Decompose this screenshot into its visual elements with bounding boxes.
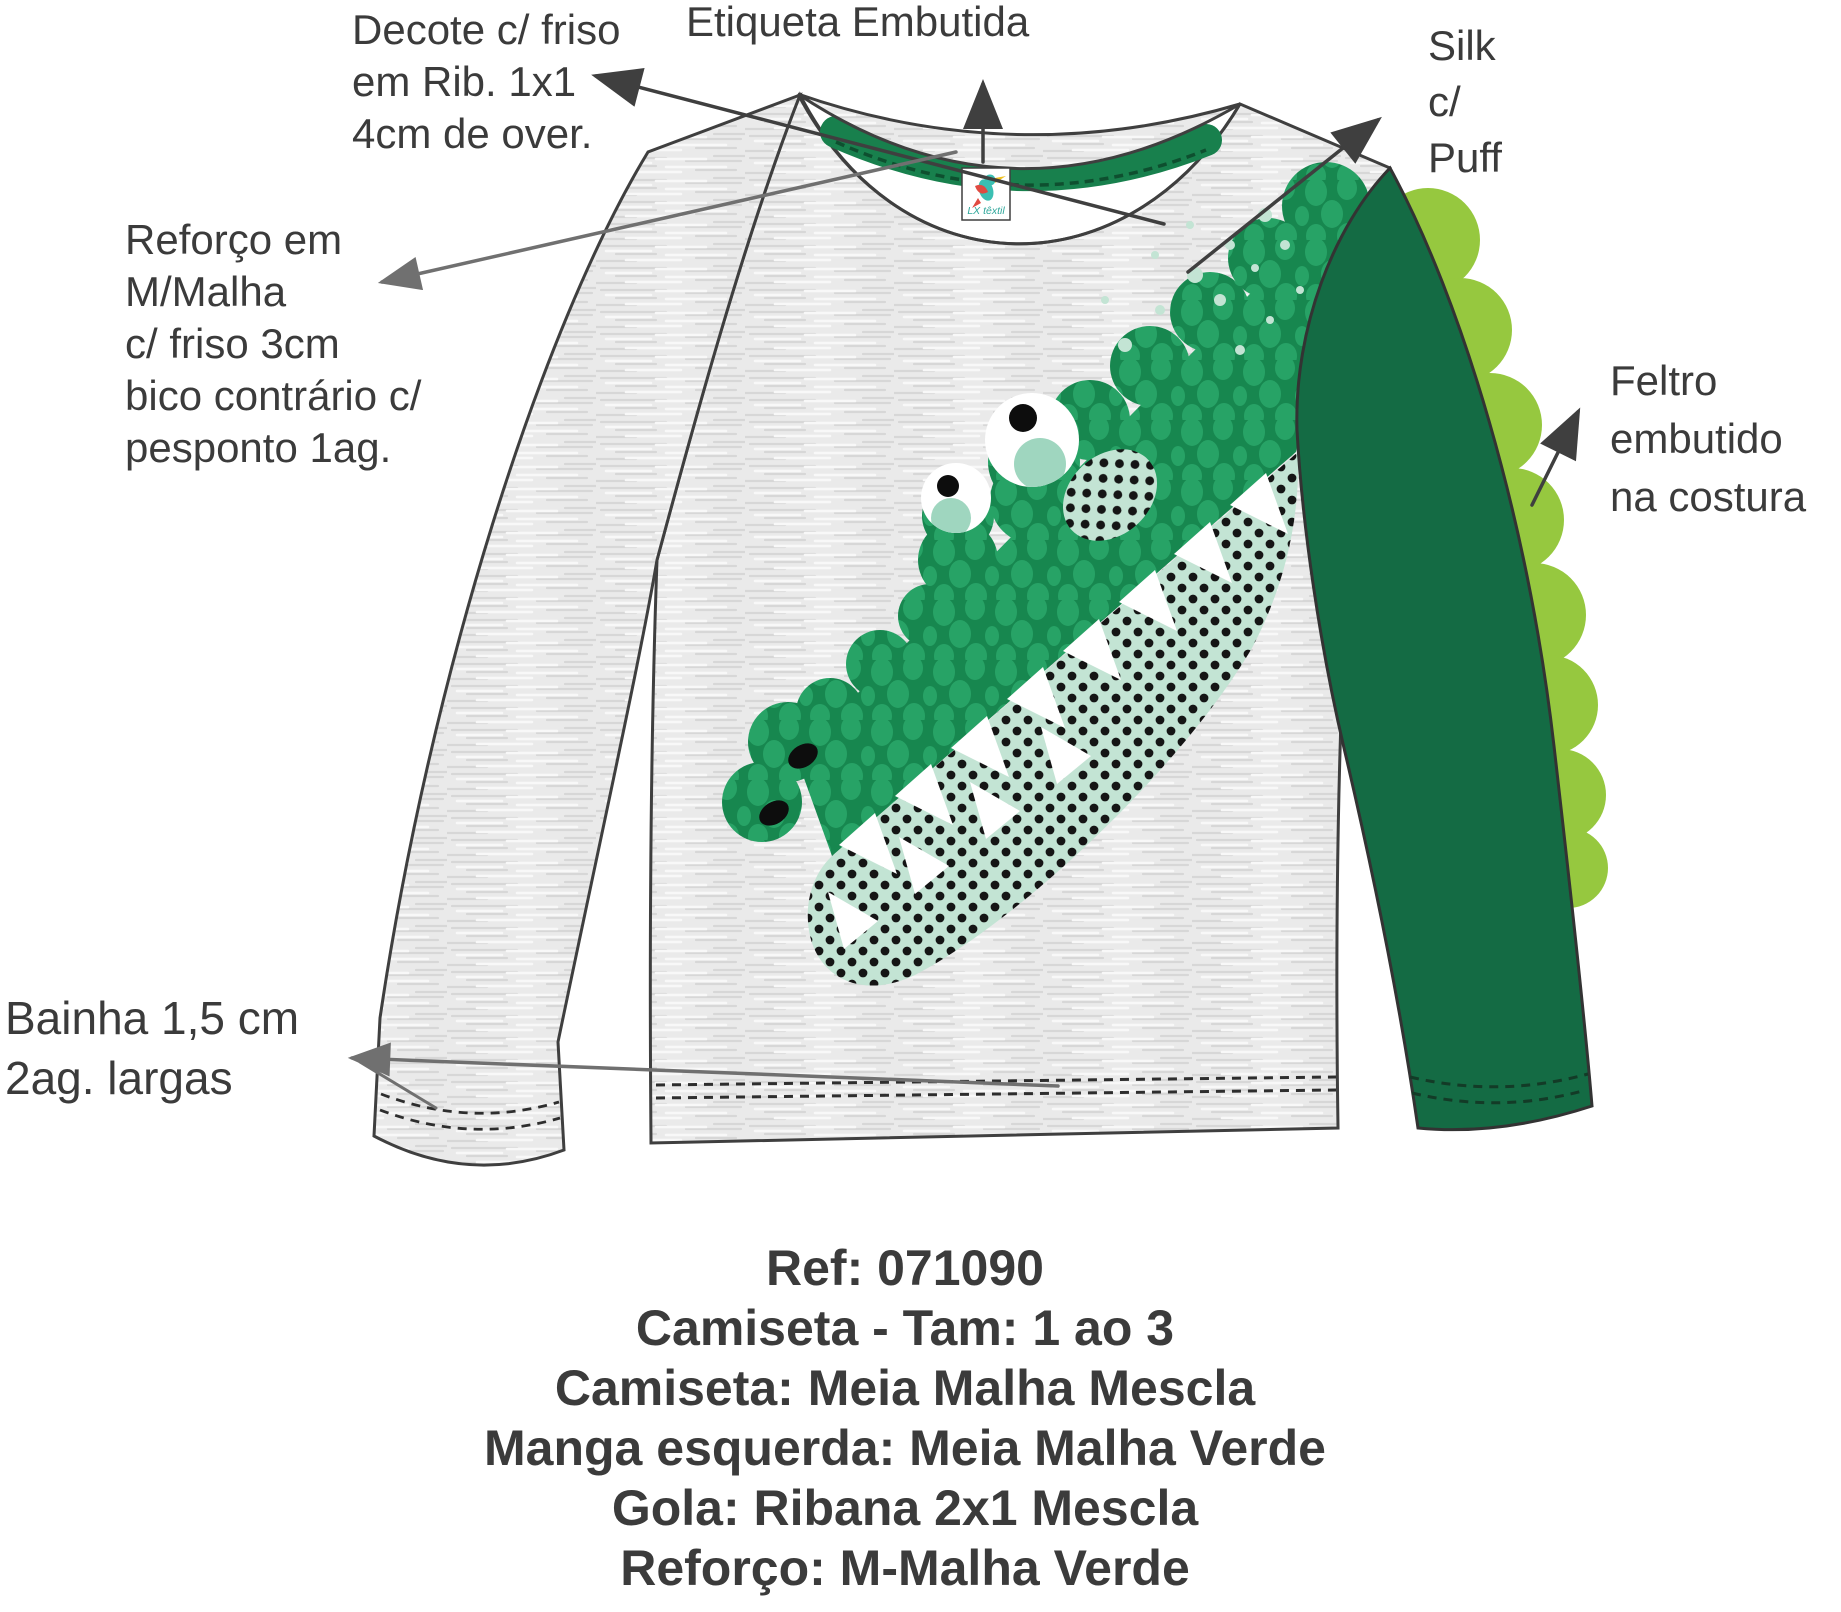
note-line: Etiqueta Embutida [686,0,1030,45]
brand-label-text: LX têxtil [967,205,1005,217]
note-line: bico contrário c/ [125,372,422,419]
neckline-note [352,4,620,160]
spec-size: Camiseta - Tam: 1 ao 3 [635,1300,1175,1356]
note-line: M/Malha [125,268,287,315]
note-line: pesponto 1ag. [125,424,392,471]
note-line: Feltro [1610,357,1718,404]
note-line: Bainha 1,5 cm [5,992,300,1044]
spec-collar: Gola: Ribana 2x1 Mescla [611,1480,1199,1536]
note-line: na costura [1610,473,1807,520]
note-line: c/ friso 3cm [125,320,340,367]
hem-note [5,988,299,1108]
note-line: Silk [1428,22,1496,69]
brand-label [962,168,1010,220]
reinforcement-note [125,214,421,474]
felt-note [1610,352,1806,526]
note-line: embutido [1610,415,1783,462]
label-tag-note [686,0,1029,48]
spec-block [300,1238,1510,1598]
silk-note [1428,18,1502,186]
spec-reinforcement: Reforço: M-Malha Verde [620,1540,1190,1596]
spec-fabric: Camiseta: Meia Malha Mescla [554,1360,1256,1416]
note-line: Puff [1428,134,1502,181]
note-line: c/ [1428,78,1461,125]
note-line: Reforço em [125,216,343,263]
spec-sleeve: Manga esquerda: Meia Malha Verde [484,1420,1326,1476]
note-line: 2ag. largas [5,1052,233,1104]
note-line: em Rib. 1x1 [352,58,577,105]
spec-ref: Ref: 071090 [766,1240,1044,1296]
note-line: Decote c/ friso [352,6,621,53]
note-line: 4cm de over. [352,110,593,157]
